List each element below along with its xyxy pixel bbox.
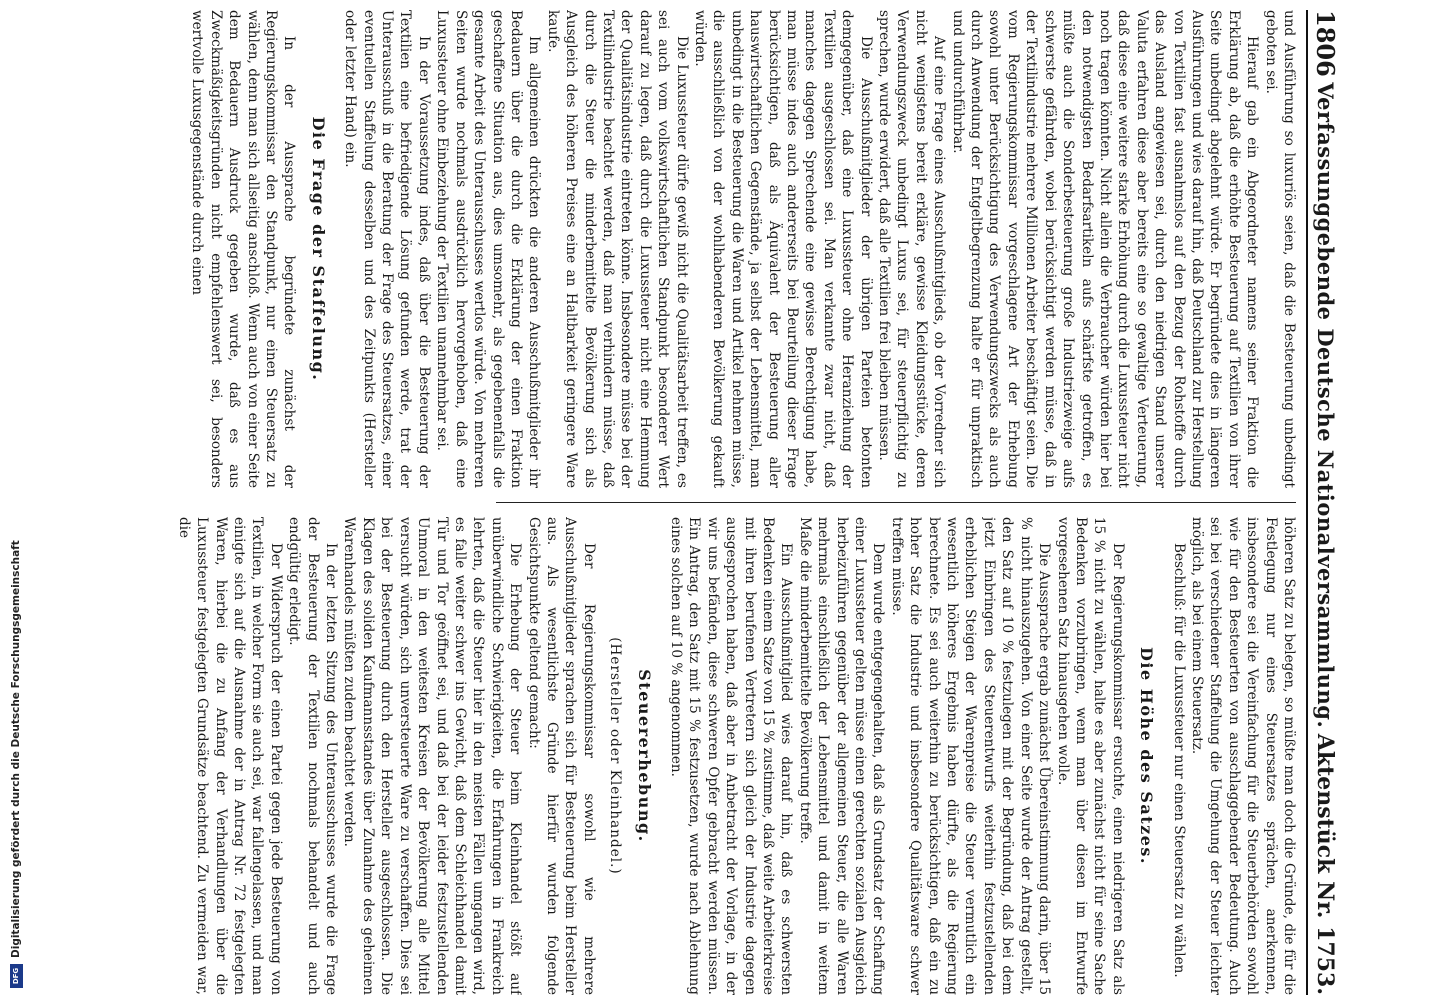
paragraph: Der Regierungskommissar sowohl wie mehrere Ausschußmitglieder sprachen sich für Besteuerung beim Hersteller aus. Als wesentlichste Gründe hierfür wurden folgende Gesichtspunkte geltend gemacht: — [525, 517, 597, 995]
paragraph: In der Voraussetzung indes, daß über die Besteuerung der Textilien eine befriedigende Lösung gefunden werde, trat der Unterausschuß in die Beratung der Frage des Steuersatzes, einer eventuellen Staffelung desselben und des Zeitpunkts (Hersteller oder letzter Hand) ein. — [342, 10, 432, 488]
right-column — [50, 517, 1298, 995]
paragraph: Die Ausschußmitglieder der übrigen Parteien betonten demgegenüber, daß eine Luxussteuer ohne Heranziehung der Textilien ausgeschlossen sei. Man verkannte zwar nicht, daß manches dagegen Sprechende eine gewisse Berechtigung habe, man müsse indes auch andererseits bei Beurteilung dieser Frage berücksichtigen, daß als Äquivalent der Besteuerung aller hauswirtschaftlichen Gegenstände, ja selbst der Lebensmittel, man unbedingt in die Besteuerung die Waren und Artikel nehmen müsse, die ausschließlich von der wohlhabenderen Bevölkerung gekauft würden. — [692, 10, 874, 488]
rotated-page — [50, 10, 1340, 995]
page-header — [1306, 10, 1340, 995]
page-number: 1806 — [1311, 10, 1340, 77]
paragraph: In der Aussprache begründete zunächst der Regierungskommissar den Standpunkt, nur einen Steuersatz zu wählen, denn man sich allseitig anschloß. Wenn auch von einer Seite dem Bedauern Ausdruck gegeben wurde, daß es aus Zweckmäßigkeitsgründen nicht empfehlenswert sei, besonders wertvolle Luxusgegenstände durch einen — [189, 10, 298, 488]
paragraph: höheren Satz zu belegen, so müßte man doch die Gründe, die für die Festlegung nur eines Steuersatzes sprächen, anerkennen, insbesondere sei die Vereinfachung für die Steuerbehörden sowohl wie für den Besteuerten von ausschlaggebender Bedeutung. Auch sei bei verschiedener Staffelung die Umgehung der Steuer leichter möglich, als bei einem Steuersatz. — [1188, 517, 1297, 995]
paragraph: Im allgemeinen drückten die anderen Ausschußmitglieder ihr Bedauern über die durch die Erklärung der einen Fraktion geschaffene Situation aus, dies umsomehr, als gegebenenfalls die gesamte Arbeit des Unterausschusses wertlos würde. Von mehreren Seiten wurde nochmals ausdrücklich hervorgehoben, daß eine Luxussteuer ohne Einbeziehung der Textilien unannehmbar sei. — [434, 10, 543, 488]
document-number: Aktenstück Nr. 1753. — [1312, 733, 1338, 995]
paragraph: Der Widerspruch der einen Partei gegen jede Besteuerung von Textilien, in welcher Form sie auch sei, war fallengelassen, und man einigte sich auf die Ausnahme der in Antrag Nr. 72 festgelegten Waren, hierbei die zu Anfang der Verhandlungen über die Luxussteuer festgelegten Grundsätze beachtend. Zu vermeiden war, die — [175, 517, 284, 995]
digitization-note-text: Digitalisierung gefördert durch die Deutsche Forschungsgemeinschaft — [10, 540, 22, 958]
left-column — [50, 10, 1298, 488]
text-columns — [50, 10, 1298, 995]
paragraph: Hierauf gab ein Abgeordneter namens seiner Fraktion die Erklärung ab, daß die erhöhte Besteuerung auf Textilien von ihrer Seite unbedingt abgelehnt würde. Er begründete dies in längeren Ausführungen und wies darauf hin, daß Deutschland zur Herstellung von Textilien fast ausnahmslos auf den Bezug der Rohstoffe durch das Ausland angewiesen sei, durch den niedrigen Stand unserer Valuta erfahren diese aber bereits eine so gewaltige Verteuerung, daß diese eine weitere starke Erhöhung durch die Luxussteuer nicht noch tragen könnten. Nicht allein die Verbraucher würden hier bei den notwendigsten Bedarfsartikeln aufs schärfste getroffen, es müßte auch die Sonderbesteuerung große Industriezweige aufs schwerste gefährden, wobei berücksichtigt werden müsse, daß in der Textilindustrie mehrere Millionen Arbeiter beschäftigt seien. Die vom Regierungskommissar vorgeschlagene Art der Erhebung sowohl unter Berücksichtigung des Verwendungszwecks als auch durch Anwendung der Entgeltbegrenzung halte er für unpraktisch und undurchführbar. — [949, 10, 1261, 488]
paragraph: In der letzten Sitzung des Unterausschusses wurde die Frage der Besteuerung der Textilien nochmals behandelt und auch endgültig erledigt. — [286, 517, 340, 995]
paragraph: Beschluß: für die Luxussteuer nur einen Steuersatz zu wählen. — [1170, 543, 1187, 978]
section-heading: Die Frage der Staffelung. — [308, 116, 328, 382]
column-divider — [496, 502, 1296, 503]
page-title: Verfassunggebende Deutsche Nationalversammlung. — [1313, 82, 1338, 729]
paragraph: Die Erhebung der Steuer beim Kleinhandel stößt auf unüberwindliche Schwierigkeiten, die Erfahrungen in Frankreich lehrten, daß die Steuer hier in den meisten Fällen umgangen wird, es falle weiter schwer ins Gewicht, daß dem Schleichhandel damit Tür und Tor geöffnet sei, und daß bei der leider festzustellenden Unmoral in den weitesten Kreisen der Bevölkerung alle Mittel versucht würden, sich unversteuerte Ware zu verschaffen. Dies sei bei der Besteuerung durch den Hersteller ausgeschlossen. Die Klagen des soliden Kaufmannsstandes über Zunahme des geheimen Warenhandels müßten zudem beachtet werden. — [341, 517, 524, 995]
paragraph: Ein Ausschußmitglied wies darauf hin, daß es schwersten Bedenken einem Satze von 15 % zustimme, daß weite Arbeiterkreise mit ihren berufenen Vertretern sich gleich der Industrie dagegen ausgesprochen haben, daß aber in Anbetracht der Vorlage, in der wir uns befänden, diese schweren Opfer gebracht werden müssen. Ein Antrag, den Satz mit 15 % festzusetzen, wurde nach Ablehnung eines solchen auf 10 % angenommen. — [668, 517, 795, 995]
section-heading: Steuererhebung. — [634, 669, 654, 843]
digitization-note-text-wrap — [6, 12, 26, 988]
paragraph: Der Regierungskommissar ersuchte, einen niedrigeren Satz als 15 % nicht zu wählen, halte es aber zunächst nicht für seine Sache Bedenken vorzubringen, wenn man über diesen im Entwurfe vorgesehenen Satz hinausgehen wolle. — [1054, 517, 1126, 995]
paragraph: Dem wurde entgegengehalten, daß als Grundsatz der Schaffung einer Luxussteuer gelten müsse einen gerechten sozialen Ausgleich herbeizuführen gegenüber der allgemeinen Steuer, die alle Waren mehrmals einschließlich der Lebensmittel und damit in weitem Maße die minderbemittelte Bevölkerung treffe. — [796, 517, 887, 995]
digitization-note — [6, 12, 26, 988]
paragraph: Die Aussprache ergab zunächst Übereinstimmung darin, über 15 % nicht hinauszugehen. Von einer Seite wurde der Antrag gestellt, den Satz auf 10 % festzulegen mit der Begründung, daß bei dem jetzt Einbringen des Steuerentwurfs weiterhin festzustellenden erheblichen Steigen der Warenpreise die Steuer vermutlich ein wesentlich höheres Ergebnis haben dürfte, als die Regierung berechnete. Es sei auch weiterhin zu berücksichtigen, daß ein zu hoher Satz die Industrie und insbesondere Qualitätsware schwer treffen müsse. — [888, 517, 1053, 995]
dfg-logo-icon: DFG — [10, 964, 23, 988]
section-heading: Die Höhe des Satzes. — [1137, 647, 1157, 865]
section-subheading: (Hersteller oder Kleinhandel.) — [607, 637, 624, 875]
paragraph: Die Luxussteuer dürfe gewiß nicht die Qualitätsarbeit treffen, es sei auch vom volkswirtschaftlichen Standpunkt besonderer Wert darauf zu legen, daß durch die Luxussteuer nicht eine Hemmung der Qualitätsindustrie eintreten könne. Insbesondere müsse bei der Textilindustrie beachtet werden, daß man verhindern müsse, daß durch die Steuer die minderbemittelte Bevölkerung sich als Ausgleich des höheren Preises eine an Haltbarkeit geringere Ware kaufe. — [544, 10, 690, 488]
paragraph: Auf eine Frage eines Ausschußmitglieds, ob der Vorredner sich nicht wenigstens bereit erkläre, gewisse Kleidungsstücke, deren Verwendungszweck unbedingt Luxus sei, für steuerpflichtig zu sprechen, wurde erwidert, daß alle Textilien frei bleiben müssen. — [876, 10, 948, 488]
paragraph: und Ausführung so luxuriös seien, daß die Besteuerung unbedingt geboten sei. — [1262, 10, 1297, 488]
